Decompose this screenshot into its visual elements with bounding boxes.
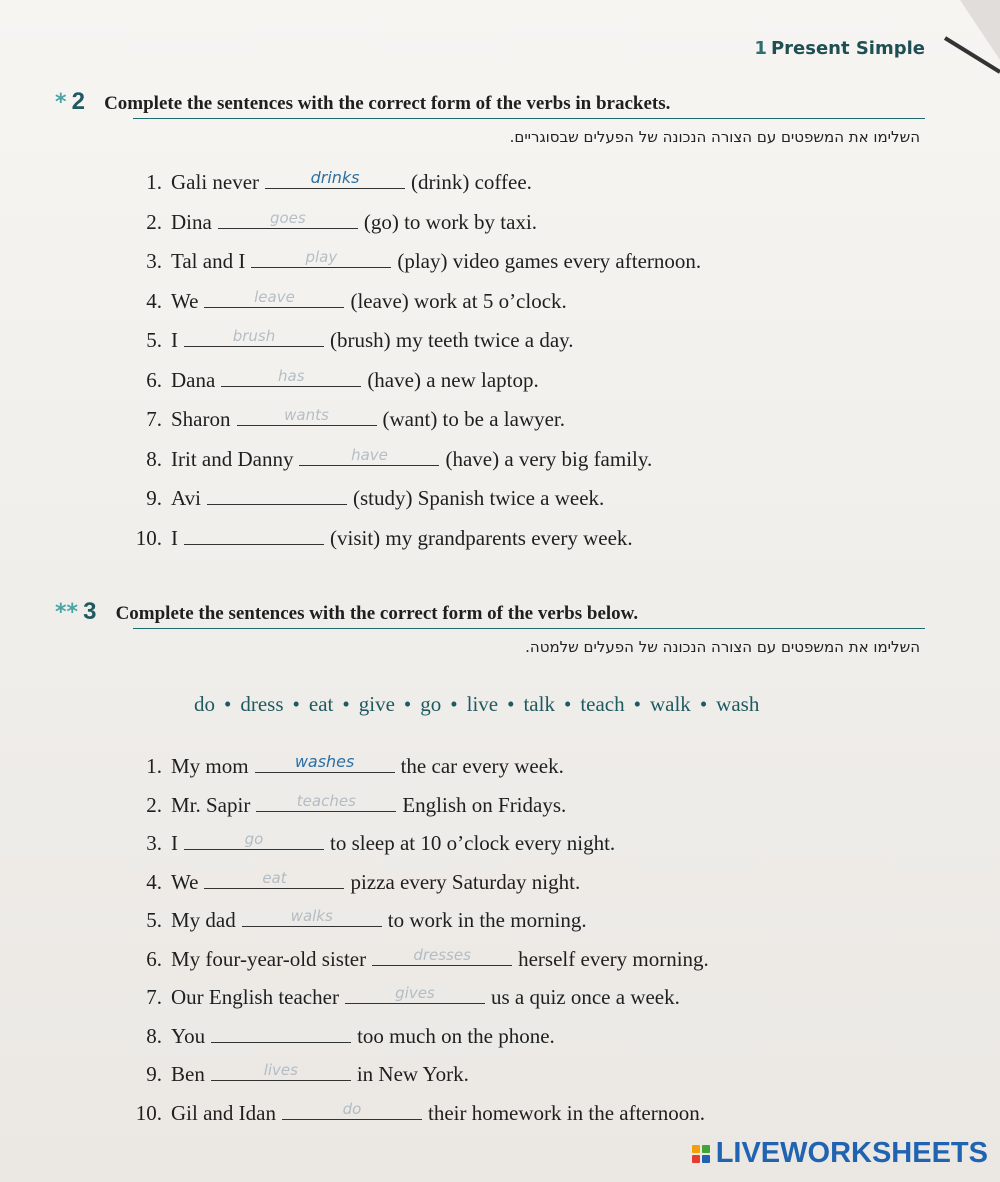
answer-text: drinks	[310, 168, 360, 187]
verb-separator: •	[292, 692, 300, 716]
exercise-3-item-10	[120, 1101, 705, 1126]
verb-go: go	[420, 692, 442, 716]
answer-blank[interactable]	[372, 947, 512, 966]
item-number: 6.	[146, 367, 162, 392]
exercise-2-item-5	[120, 328, 574, 353]
sentence-start: Tal and I	[171, 249, 246, 273]
answer-blank[interactable]	[256, 793, 396, 812]
verb-do: do	[194, 692, 215, 716]
exercise-2-item-9	[120, 486, 604, 511]
answer-text: gives	[395, 984, 435, 1002]
sentence-start: My four-year-old sister	[171, 946, 367, 971]
sentence-end: (play) video games every afternoon.	[397, 249, 702, 273]
verb-separator: •	[507, 692, 515, 716]
answer-text: has	[278, 366, 305, 385]
exercise-2-item-7	[120, 407, 565, 432]
answer-blank[interactable]	[237, 407, 377, 426]
logo-grid-icon	[692, 1145, 710, 1163]
exercise-2-item-1	[120, 170, 532, 195]
item-number: 7.	[146, 985, 162, 1009]
sentence-end: (study) Spanish twice a week.	[352, 486, 605, 510]
sentence-start: Sharon	[171, 407, 231, 431]
exercise-2-item-2	[120, 210, 537, 235]
logo-square	[702, 1155, 710, 1163]
exercise-2-title: Complete the sentences with the correct form of the verbs in brackets.	[104, 93, 671, 114]
exercise-2-rule	[133, 118, 925, 119]
answer-text: play	[305, 248, 338, 266]
sentence-end: to work in the morning.	[387, 908, 587, 932]
answer-blank[interactable]	[242, 908, 382, 927]
answer-text: leave	[254, 287, 295, 306]
sentence-start: Avi	[171, 486, 201, 510]
chapter-title: Present Simple	[770, 38, 925, 59]
sentence-start: Dana	[171, 367, 216, 392]
item-number: 8.	[146, 1023, 162, 1048]
answer-text: dresses	[413, 945, 471, 964]
answer-blank[interactable]	[221, 368, 361, 387]
sentence-start: Dina	[171, 209, 212, 234]
sentence-end: too much on the phone.	[357, 1023, 555, 1048]
sentence-start: We	[171, 869, 199, 894]
answer-blank[interactable]	[207, 486, 347, 505]
item-number: 3.	[146, 831, 162, 855]
exercise-3-item-2	[120, 793, 566, 818]
liveworksheets-logo	[692, 1137, 988, 1170]
sentence-start: Gali never	[171, 170, 260, 194]
chapter-number: 1	[754, 38, 767, 59]
answer-blank[interactable]	[282, 1101, 422, 1120]
exercise-2-hebrew-instruction: השלימו את המשפטים עם הצורה הנכונה של הפעלים שבסוגריים.	[509, 128, 920, 146]
answer-text: go	[244, 830, 264, 848]
sentence-start: Gil and Idan	[171, 1100, 276, 1125]
sentence-end: (drink) coffee.	[411, 170, 532, 194]
exercise-3-rule	[133, 628, 925, 629]
exercise-3-item-7	[120, 985, 680, 1010]
sentence-end: (leave) work at 5 o’clock.	[350, 288, 567, 313]
item-number: 4.	[146, 869, 162, 894]
sentence-end: the car every week.	[400, 754, 564, 778]
item-number: 8.	[146, 446, 162, 471]
verb-dress: dress	[240, 692, 284, 716]
exercise-3-item-4	[120, 870, 580, 895]
exercise-3-stars: **	[55, 600, 79, 625]
sentence-end: herself every morning.	[518, 946, 709, 971]
sentence-end: us a quiz once a week.	[490, 985, 680, 1009]
verb-live: live	[466, 692, 499, 716]
exercise-2-stars: *	[55, 90, 67, 115]
sentence-start: Our English teacher	[171, 985, 339, 1009]
answer-blank[interactable]	[204, 870, 344, 889]
sentence-end: (brush) my teeth twice a day.	[330, 328, 574, 352]
item-number: 5.	[146, 908, 162, 932]
answer-blank[interactable]	[211, 1024, 351, 1043]
exercise-3-title: Complete the sentences with the correct form of the verbs below.	[115, 603, 639, 624]
logo-square	[692, 1155, 700, 1163]
answer-blank[interactable]	[211, 1062, 351, 1081]
verb-eat: eat	[308, 692, 334, 716]
answer-blank[interactable]	[345, 985, 485, 1004]
sentence-start: I	[171, 831, 178, 855]
answer-text: have	[351, 445, 388, 464]
answer-blank[interactable]	[184, 831, 324, 850]
answer-blank[interactable]	[218, 210, 358, 229]
verb-separator: •	[633, 692, 641, 716]
exercise-2-item-3	[120, 249, 701, 274]
answer-blank[interactable]	[184, 328, 324, 347]
answer-text: wants	[284, 406, 329, 424]
item-number: 1.	[146, 170, 162, 194]
sentence-start: Irit and Danny	[171, 446, 294, 471]
sentence-end: (visit) my grandparents every week.	[330, 525, 633, 550]
sentence-start: My mom	[171, 754, 249, 778]
verb-teach: teach	[580, 692, 625, 716]
logo-square	[692, 1145, 700, 1153]
exercise-3-hebrew-instruction: השלימו את המשפטים עם הצורה הנכונה של הפעלים שלמטה.	[525, 638, 920, 656]
verb-separator: •	[563, 692, 572, 716]
logo-square	[702, 1145, 710, 1153]
sentence-start: I	[171, 525, 178, 550]
answer-text: do	[342, 1099, 362, 1118]
answer-blank[interactable]	[255, 754, 395, 773]
exercise-2-number: 2	[71, 88, 85, 115]
exercise-3-heading	[55, 598, 925, 626]
sentence-end: (have) a new laptop.	[367, 367, 539, 392]
exercise-3-item-6	[120, 947, 709, 972]
sentence-start: You	[171, 1023, 206, 1048]
item-number: 6.	[146, 946, 162, 971]
answer-text: teaches	[296, 791, 356, 810]
exercise-3-item-5	[120, 908, 587, 933]
verb-separator: •	[450, 692, 458, 716]
verb-separator: •	[699, 692, 708, 716]
verb-separator: •	[403, 692, 412, 716]
exercise-3-number: 3	[83, 598, 97, 625]
sentence-end: in New York.	[356, 1062, 469, 1086]
item-number: 5.	[146, 328, 162, 352]
sentence-end: (go) to work by taxi.	[363, 209, 538, 234]
verb-separator: •	[342, 692, 350, 716]
logo-text: LIVEWORKSHEETS	[715, 1137, 988, 1169]
exercise-2-heading	[55, 88, 925, 116]
exercise-2-item-8	[120, 447, 652, 472]
sentence-start: My dad	[171, 908, 236, 932]
item-number: 1.	[146, 754, 162, 778]
verb-wash: wash	[716, 692, 760, 716]
answer-text: walks	[290, 907, 333, 925]
verb-talk: talk	[523, 692, 555, 716]
answer-blank[interactable]	[184, 526, 324, 545]
item-number: 9.	[146, 1062, 162, 1086]
answer-text: goes	[269, 208, 306, 227]
answer-text: lives	[263, 1061, 298, 1079]
sentence-end: pizza every Saturday night.	[350, 869, 581, 894]
verb-walk: walk	[649, 692, 691, 716]
sentence-start: Mr. Sapir	[171, 792, 251, 817]
item-number: 9.	[146, 486, 162, 510]
exercise-2-item-4	[120, 289, 567, 314]
sentence-start: Ben	[171, 1062, 205, 1086]
verb-separator: •	[224, 692, 232, 716]
answer-blank[interactable]	[251, 249, 391, 268]
item-number: 4.	[146, 288, 162, 313]
exercise-3-item-1	[120, 754, 564, 779]
page-corner-shadow	[940, 0, 1000, 80]
answer-blank[interactable]	[265, 170, 405, 189]
chapter-heading	[754, 38, 925, 59]
item-number: 7.	[146, 407, 162, 431]
answer-text: brush	[232, 327, 276, 345]
sentence-end: (have) a very big family.	[445, 446, 653, 471]
verb-give: give	[358, 692, 395, 716]
sentence-end: their homework in the afternoon.	[427, 1100, 705, 1125]
exercise-3-item-9	[120, 1062, 469, 1087]
sentence-end: (want) to be a lawyer.	[382, 407, 566, 431]
item-number: 3.	[146, 249, 162, 273]
sentence-start: We	[171, 288, 199, 313]
exercise-2-item-6	[120, 368, 539, 393]
answer-blank[interactable]	[204, 289, 344, 308]
verb-bank	[194, 692, 759, 717]
exercise-3-item-3	[120, 831, 615, 856]
answer-blank[interactable]	[299, 447, 439, 466]
item-number: 2.	[146, 209, 162, 234]
item-number: 2.	[146, 792, 162, 817]
item-number: 10.	[135, 1100, 162, 1125]
answer-text: eat	[262, 868, 287, 887]
answer-text: washes	[294, 752, 355, 771]
exercise-2-item-10	[120, 526, 633, 551]
sentence-end: to sleep at 10 o’clock every night.	[330, 831, 616, 855]
item-number: 10.	[135, 525, 162, 550]
sentence-end: English on Fridays.	[402, 792, 567, 817]
sentence-start: I	[171, 328, 178, 352]
exercise-3-item-8	[120, 1024, 555, 1049]
